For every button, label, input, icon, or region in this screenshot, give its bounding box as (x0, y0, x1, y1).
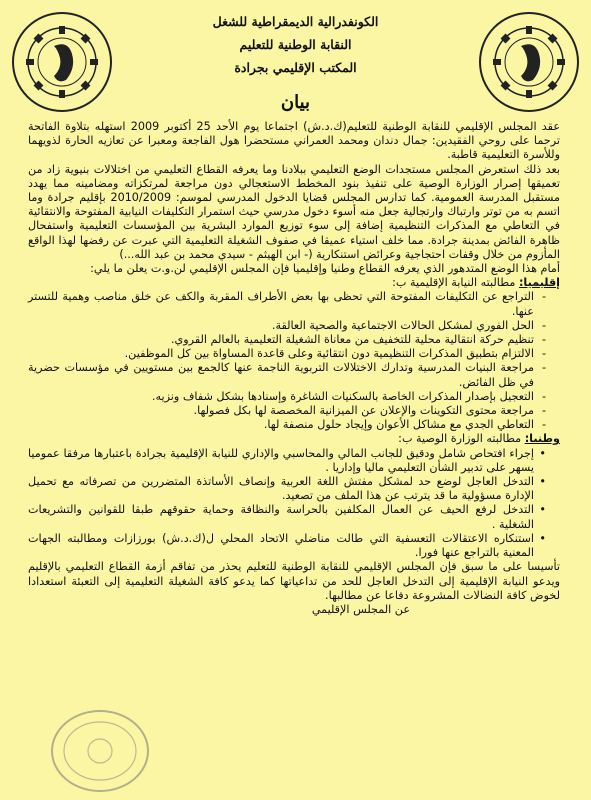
list-item: - التعاطي الجدي مع مشاكل الأعوان وإيجاد حلول منصفة لها. (28, 418, 546, 432)
list-item: • إجراء افتحاص شامل ودقيق للجانب المالي والمحاسبي والإداري للنيابة الإقليمية بجرادة باعتبارها مرفقا عموميا يسهر على تدبير الشأن التعليمي ماليا وإداريا . (28, 447, 546, 475)
list-item: - الالتزام بتطبيق المذكرات التنظيمية دون انتقائية وعلى قاعدة المساواة بين كل الموظفين. (28, 347, 546, 361)
intro-paragraph-1: عقد المجلس الإقليمي للنقابة الوطنية للتعليم(ك.د.ش) اجتماعا يوم الأحد 25 أكتوبر 2009 استهله بتلاوة الفاتحة ترحما على روحي الفقيدين: جمال دندان ومحمد العمراني مستحضرا هول الفاجعة ومعبرا عن تعازيه الحارة لذويهما وللأسرة التعليمية قاطبة. (28, 120, 560, 162)
provincial-demands-list (28, 290, 560, 432)
statement-body (28, 120, 560, 617)
closing-paragraph: تأسيسا على ما سبق فإن المجلس الإقليمي للنقابة الوطنية للتعليم يحذر من تفاقم أزمة القطاع التعليمي بالإقليم ويدعو النيابة الإقليمية إلى التدخل العاجل للحد من تداعياتها كما يدعو كافة الشغيلة التعليمية إلى التعبئة استعدادا لخوض كافة النضالات المشروعة دفاعا عن مطالبها. (28, 560, 560, 602)
national-subtitle: مطالبته الوزارة الوصية ب: (398, 432, 522, 446)
national-demands-list (28, 447, 560, 561)
statement-title: بيان (280, 92, 311, 113)
list-item: • استنكاره الاعتقالات التعسفية التي طالت مناضلي الاتحاد المحلي ل(ك.د.ش) بورزازات ومطالبته الجهات المعنية بالتراجع عنها فورا. (28, 532, 546, 560)
national-section (28, 432, 560, 560)
list-item: • التدخل لرفع الحيف عن العمال المكلفين بالحراسة والنظافة وحماية حقوقهم طبقا للقوانين والتشريعات الشغلية . (28, 503, 546, 531)
union-stamp (48, 706, 152, 796)
list-item: - مراجعة البنيات المدرسية وتدارك الاختلالات التربوية الناجمة عنها كالجمع بين مستويين في مؤسسات حضرية في ظل الفائض. (28, 361, 546, 389)
list-item: - التراجع عن التكليفات المفتوحة التي تحظى بها بعض الأطراف المقربة والكف عن خلق مناصب وهمية للتستر عنها. (28, 290, 546, 318)
provincial-subtitle: مطالبته النيابة الإقليمية ب: (392, 276, 516, 290)
confederation-name: الكونفدرالية الديمقراطية للشغل (212, 14, 379, 29)
list-item: - الحل الفوري لمشكل الحالات الاجتماعية والصحية العالقة. (28, 319, 546, 333)
list-item: • التدخل العاجل لوضع حد لمشكل مفتش اللغة العربية وإنصاف الأساتذة المتضررين من تصرفاته مع تحميل الإدارة مسؤولية ما قد يترتب عن هذا الملف من تصعيد. (28, 475, 546, 503)
office-name: المكتب الإقليمي بجرادة (234, 60, 357, 75)
union-name: النقابة الوطنية للتعليم (239, 37, 352, 52)
provincial-section (28, 276, 560, 432)
list-item: - مراجعة محتوى التكوينات والإعلان عن الميزانية المخصصة لها بكل فصولها. (28, 404, 546, 418)
list-item: - التعجيل بإصدار المذكرات الخاصة بالسكنيات الشاغرة وإسنادها بشكل شفاف ونزيه. (28, 390, 546, 404)
national-label: وطنيا: (524, 432, 560, 446)
provincial-label: إقليميا: (518, 276, 560, 290)
letterhead (140, 10, 451, 79)
list-item: - تنظيم حركة انتقالية محلية للتخفيف من معاناة الشغيلة التعليمية بالعالم القروي. (28, 333, 546, 347)
signature: عن المجلس الإقليمي (311, 602, 410, 616)
intro-paragraph-3: أمام هذا الوضع المتدهور الذي يعرفه القطاع وطنيا وإقليميا فإن المجلس الإقليمي لن.و.ت يعلن ما يلي: (90, 262, 560, 276)
intro-paragraph-2: بعد ذلك استعرض المجلس مستجدات الوضع التعليمي ببلادنا وما يعرفه القطاع التعليمي من اختلالات بنيوية زاد من تعميقها إصرار الوزارة الوصية على تنفيذ بنود المخطط الاستعجالي دون مراجعة لمرتكزاته ومضامينه مما يهدد مستقبل المدرسة العمومية. كما تدارس المجلس قضايا الدخول المدرسي لموسم: 2010/2009 بإقليم جرادة وما اتسم به من توتر وارتباك وارتجالية جعل منه أسوء دخول مدرسي حيث استمرار التكليفات النيابية المفتوحة والانتقائية في التعاطي مع المذكرات التنظيمية إضافة إلى سوء توزيع الموارد البشرية بين المؤسسات التعليمية واستفحال ظاهرة الفائض بمدينة جرادة. مما خلف استياء عميقا في صفوف الشغيلة التعليمية التي عبرت عن رفضها لهذا الواقع المأزوم من خلال وقفات احتجاجية وعرائض استنكارية (- ابن الهيثم - سيدي محمد بن عبد الله...) (28, 162, 560, 261)
